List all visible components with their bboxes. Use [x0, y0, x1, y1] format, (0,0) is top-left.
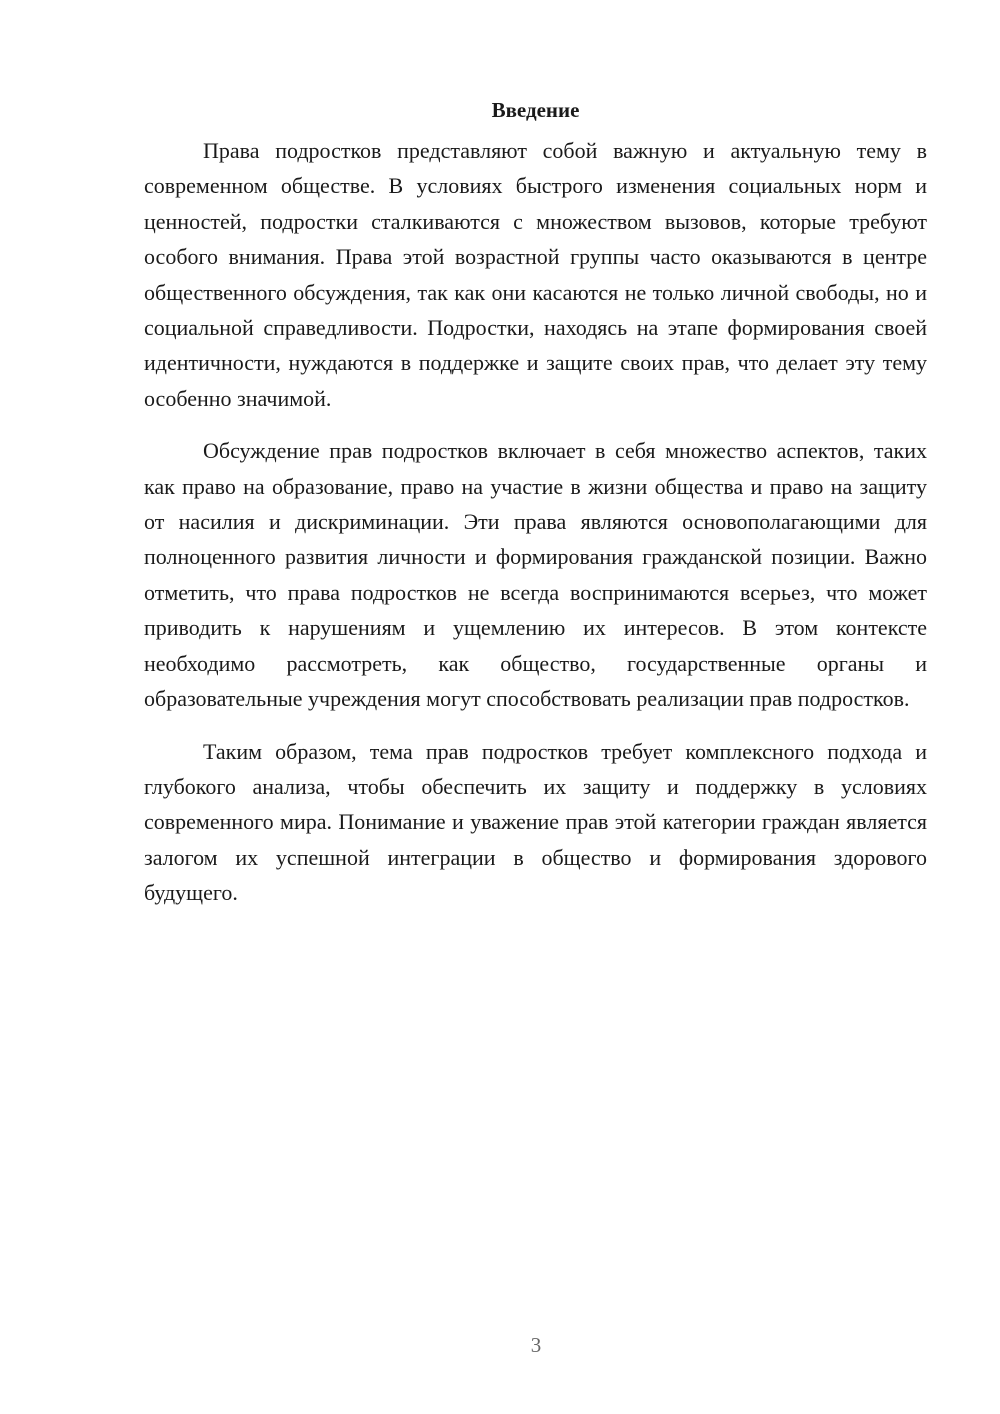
section-title: Введение: [491, 98, 580, 122]
page-number: 3: [530, 1333, 542, 1357]
paragraph-2: Обсуждение прав подростков включает в себя множество аспектов, таких как право на образование, право на участие в жизни общества и право на защиту от насилия и дискриминации. Эти права являются основополагающими для полноценного развития личности и формирования гражданской позиции. Важно отметить, что права подростков не всегда воспринимаются всерьез, что может приводить к нарушениям и ущемлению их интересов. В этом контексте необходимо рассмотреть, как общество, государственные органы и образовательные учреждения могут способствовать реализации прав подростков.: [144, 438, 927, 712]
document-page: [144, 96, 927, 928]
paragraph-1: Права подростков представляют собой важную и актуальную тему в современном обществе. В условиях быстрого изменения социальных норм и ценностей, подростки сталкиваются с множеством вызовов, которые требуют особого внимания. Права этой возрастной группы часто оказываются в центре общественного обсуждения, так как они касаются не только личной свободы, но и социальной справедливости. Подростки, находясь на этапе формирования своей идентичности, нуждаются в поддержке и защите своих прав, что делает эту тему особенно значимой.: [144, 138, 927, 411]
paragraph-3: Таким образом, тема прав подростков требует комплексного подхода и глубокого анализа, чтобы обеспечить их защиту и поддержку в условиях современного мира. Понимание и уважение прав этой категории граждан является залогом их успешной интеграции в общество и формирования здорового будущего.: [144, 738, 927, 906]
